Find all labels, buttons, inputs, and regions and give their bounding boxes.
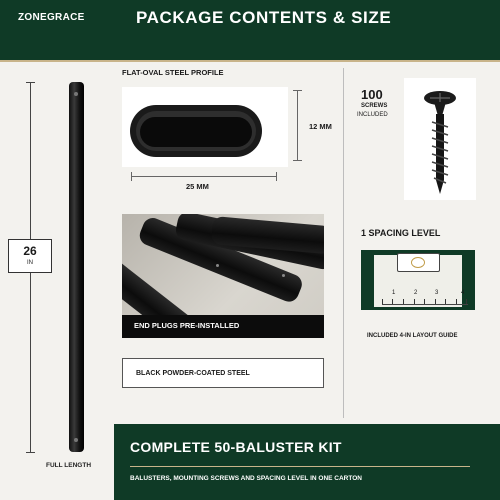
height-dimension-tick-top (293, 90, 302, 91)
baluster-image (69, 82, 84, 452)
header-divider (0, 60, 500, 62)
length-badge (8, 239, 52, 273)
profile-label: FLAT-OVAL STEEL PROFILE (122, 68, 224, 77)
ruler-tick (382, 299, 383, 304)
screw-count: 100 (361, 87, 383, 102)
width-dimension-line (131, 176, 277, 177)
height-dimension-tick-bottom (293, 160, 302, 161)
kit-banner-title: COMPLETE 50-BALUSTER KIT (130, 439, 342, 455)
baluster-screw-hole-bottom (74, 438, 78, 442)
length-dimension-line-top (30, 82, 31, 239)
bubble-icon (411, 257, 425, 268)
width-dimension-tick-right (276, 172, 277, 181)
ruler-number: 2 (414, 290, 418, 296)
screw-included-label: INCLUDED (357, 112, 388, 118)
length-unit: IN (27, 260, 33, 266)
ruler-line (382, 304, 468, 305)
profile-diagram (122, 87, 288, 167)
end-plugs-caption: END PLUGS PRE-INSTALLED (134, 321, 240, 330)
full-length-caption: FULL LENGTH (46, 462, 92, 469)
level-caption: INCLUDED 4-IN LAYOUT GUIDE (367, 333, 458, 339)
kit-banner-subtitle: BALUSTERS, MOUNTING SCREWS AND SPACING LEVEL IN ONE CARTON (130, 475, 362, 482)
ruler-tick (424, 299, 425, 304)
ruler-number: 1 (392, 290, 396, 296)
length-dimension-bottom-tick (26, 452, 35, 453)
height-dimension-label: 12 MM (309, 122, 332, 131)
finish-label: BLACK POWDER-COATED STEEL (136, 370, 250, 377)
ruler-tick (435, 299, 436, 304)
ruler-number: 4 (461, 290, 465, 296)
length-dimension-line-bottom (30, 273, 31, 452)
ruler-tick (466, 299, 467, 304)
height-dimension-line (297, 90, 298, 160)
screw-icon (404, 78, 476, 200)
ruler-tick (456, 299, 457, 304)
flat-oval-profile-icon (122, 87, 288, 167)
brand-logo-text: ZONEGRACE (18, 12, 85, 23)
ruler-tick (445, 299, 446, 304)
screw-photo (404, 78, 476, 200)
bar-screw-hole (216, 264, 219, 267)
kit-banner (114, 424, 500, 500)
column-divider (343, 68, 344, 418)
bar-screw-hole (282, 274, 285, 277)
ruler-number: 3 (435, 290, 439, 296)
ruler-tick (403, 299, 404, 304)
kit-banner-divider (130, 466, 470, 467)
width-dimension-label: 25 MM (186, 182, 209, 191)
page-title: PACKAGE CONTENTS & SIZE (136, 8, 392, 27)
screw-label: SCREWS (361, 103, 388, 109)
ruler-tick (392, 299, 393, 304)
ruler-tick (414, 299, 415, 304)
baluster-screw-hole-top (74, 92, 78, 96)
length-value: 26 (23, 244, 37, 258)
level-title: 1 SPACING LEVEL (361, 228, 441, 238)
width-dimension-tick-left (131, 172, 132, 181)
